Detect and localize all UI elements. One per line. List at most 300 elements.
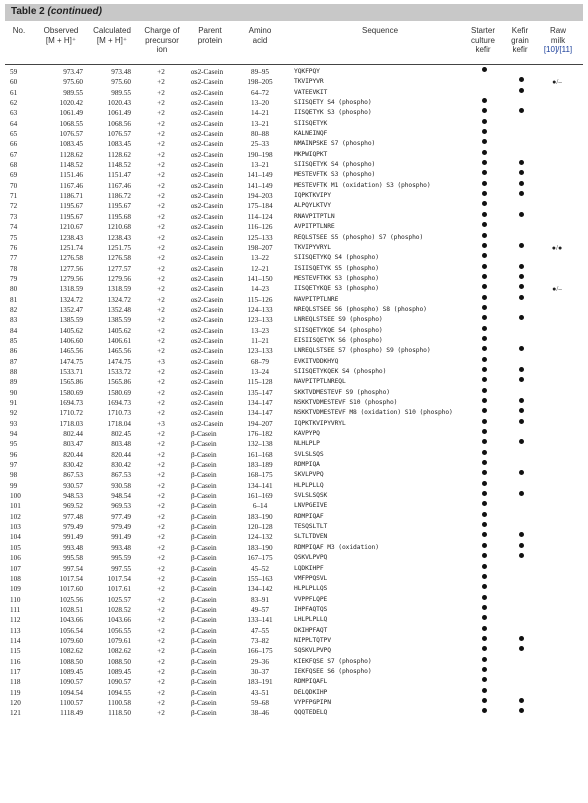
row-number: 86 [10,347,18,356]
precursor-charge: +2 [157,367,165,376]
calculated-mass: 973.48 [111,68,131,76]
kefir-grain-dot [519,708,524,713]
header-line: Observed [43,26,79,35]
peptide-sequence: RDMPIQAF M3 (oxidation) [294,543,379,551]
precursor-charge: +2 [157,223,165,232]
starter-culture-dot [482,170,487,175]
row-number: 60 [10,78,18,87]
amino-acid-range: 47–55 [251,626,269,635]
row-number: 87 [10,357,18,366]
parent-protein: αs2-Casein [191,78,224,87]
amino-acid-range: 175–184 [247,202,273,211]
starter-culture-dot [482,574,487,579]
parent-protein: αs2-Casein [191,212,224,221]
parent-protein: αs2-Casein [191,274,224,283]
parent-protein: β-Casein [191,450,217,459]
kefir-grain-dot [519,419,524,424]
row-number: 99 [10,481,18,490]
calculated-mass: 1277.57 [107,264,131,273]
kefir-grain-dot [519,243,524,248]
parent-protein: αs2-Casein [191,264,224,273]
observed-mass: 1094.54 [59,688,83,697]
raw-milk-status: ●/– [552,78,562,87]
starter-culture-dot [482,501,487,506]
starter-culture-dot [482,688,487,693]
observed-mass: 1088.50 [59,657,83,666]
parent-protein: β-Casein [191,709,217,718]
table-row [5,295,583,305]
row-number: 82 [10,305,18,314]
table-header [5,24,583,65]
precursor-charge: +2 [157,181,165,190]
observed-mass: 1710.72 [59,409,83,418]
parent-protein: αs2-Casein [191,181,224,190]
calculated-mass: 820.44 [111,450,131,459]
peptide-sequence: SIISQETYK [294,119,328,127]
peptide-sequence: SKVLPVPQ [294,471,324,479]
precursor-charge: +2 [157,636,165,645]
row-number: 70 [10,181,18,190]
amino-acid-range: 125–133 [247,233,273,242]
amino-acid-range: 29–36 [251,657,269,666]
calculated-mass: 1352.48 [107,305,131,314]
starter-culture-dot [482,201,487,206]
peptide-sequence: NSKKTVDMESTEVF M8 (oxidation) S10 (phospho) [294,409,453,417]
table-row [5,274,583,284]
calculated-mass: 1406.61 [107,336,131,345]
row-number: 75 [10,233,18,242]
amino-acid-range: 116–126 [247,223,273,232]
observed-mass: 1533.71 [59,367,83,376]
calculated-mass: 1718.04 [107,419,131,428]
observed-mass: 1405.62 [59,326,83,335]
parent-protein: αs2-Casein [191,305,224,314]
precursor-charge: +2 [157,233,165,242]
peptide-sequence: EVKITVDDKHYQ [294,357,339,365]
observed-mass: 1089.45 [59,667,83,676]
starter-culture-dot [482,119,487,124]
calculated-mass: 1405.62 [107,326,131,335]
calculated-mass: 1580.69 [107,388,131,397]
amino-acid-range: 194–203 [247,192,273,201]
row-number: 95 [10,440,18,449]
parent-protein: αs2-Casein [191,295,224,304]
precursor-charge: +2 [157,378,165,387]
header-line: Calculated [93,26,131,35]
peptide-sequence: TKVIPYVRYL [294,243,331,251]
header-parent-protein [189,26,231,45]
row-number: 81 [10,295,18,304]
amino-acid-range: 123–133 [247,316,273,325]
observed-mass: 969.52 [63,502,83,511]
row-number: 110 [10,595,21,604]
header-line: culture [470,35,495,45]
raw-milk-status: ●/● [551,243,563,252]
amino-acid-range: 59–68 [251,698,269,707]
precursor-charge: +2 [157,698,165,707]
parent-protein: αs2-Casein [191,202,224,211]
calculated-mass: 1056.55 [107,626,131,635]
row-number: 116 [10,657,21,666]
calculated-mass: 1082.62 [107,647,131,656]
parent-protein: β-Casein [191,481,217,490]
starter-culture-dot [482,698,487,703]
table-row [5,657,583,667]
header-kefir-grain [503,26,537,55]
starter-culture-dot [482,398,487,403]
observed-mass: 867.53 [63,471,83,480]
row-number: 77 [10,254,18,263]
calculated-mass: 1017.61 [107,585,131,594]
starter-culture-dot [482,522,487,527]
peptide-sequence: VYPFPGPIPN [294,698,331,706]
observed-mass: 802.44 [63,430,83,439]
peptide-sequence: SIISQETYK S4 (phospho) [294,161,376,169]
table-row [5,595,583,605]
parent-protein: αs2-Casein [191,347,224,356]
row-number: 101 [10,502,21,511]
observed-mass: 1352.47 [59,305,83,314]
parent-protein: β-Casein [191,492,217,501]
starter-culture-dot [482,181,487,186]
peptide-sequence: IQPKTKVIPY [294,192,331,200]
calculated-mass: 995.59 [111,554,131,563]
amino-acid-range: 161–169 [247,492,273,501]
peptide-sequence: AVPITPTLNRE [294,223,335,231]
amino-acid-range: 13–22 [251,254,269,263]
precursor-charge: +2 [157,647,165,656]
calculated-mass: 1710.73 [107,409,131,418]
parent-protein: β-Casein [191,564,217,573]
calculated-mass: 1533.72 [107,367,131,376]
row-number: 61 [10,88,18,97]
starter-culture-dot [482,315,487,320]
calculated-mass: 1318.59 [107,285,131,294]
starter-culture-dot [482,233,487,238]
observed-mass: 1100.57 [59,698,83,707]
row-number: 80 [10,285,18,294]
kefir-grain-dot [519,191,524,196]
precursor-charge: +2 [157,336,165,345]
starter-culture-dot [482,657,487,662]
starter-culture-dot [482,595,487,600]
row-number: 118 [10,678,21,687]
starter-culture-dot [482,615,487,620]
precursor-charge: +2 [157,481,165,490]
kefir-grain-dot [519,646,524,651]
header-amino-acid [239,26,281,45]
kefir-grain-dot [519,346,524,351]
row-number: 71 [10,192,18,201]
amino-acid-range: 134–141 [247,481,273,490]
amino-acid-range: 64–72 [251,88,269,97]
row-number: 73 [10,212,18,221]
precursor-charge: +2 [157,574,165,583]
parent-protein: αs2-Casein [191,419,224,428]
observed-mass: 1279.56 [59,274,83,283]
precursor-charge: +2 [157,119,165,128]
precursor-charge: +2 [157,554,165,563]
kefir-grain-dot [519,295,524,300]
calculated-mass: 1279.56 [107,274,131,283]
calculated-mass: 1238.43 [107,233,131,242]
amino-acid-range: 30–37 [251,667,269,676]
parent-protein: αs2-Casein [191,140,224,149]
calculated-mass: 1128.62 [107,150,131,159]
starter-culture-dot [482,667,487,672]
starter-culture-dot [482,212,487,217]
starter-culture-dot [482,295,487,300]
peptide-sequence: MESTEVFTK S3 (phospho) [294,171,376,179]
amino-acid-range: 73–82 [251,636,269,645]
table-row [5,543,583,553]
table-row [5,388,583,398]
header-line: precursor [145,35,179,45]
amino-acid-range: 25–33 [251,140,269,149]
kefir-grain-dot [519,470,524,475]
peptide-sequence: RNAVPITPTLN [294,212,335,220]
table-row [5,646,583,656]
table-row [5,460,583,470]
amino-acid-range: 124–133 [247,305,273,314]
starter-culture-dot [482,605,487,610]
amino-acid-range: 161–168 [247,450,273,459]
parent-protein: β-Casein [191,667,217,676]
kefir-grain-dot [519,636,524,641]
row-number: 106 [10,554,21,563]
header-line: Charge of [144,26,180,35]
peptide-sequence: NAVPITPTLNRE [294,295,339,303]
precursor-charge: +2 [157,492,165,501]
raw-milk-status: ●/– [552,285,562,294]
parent-protein: β-Casein [191,574,217,583]
peptide-sequence: KIEKFQSE S7 (phospho) [294,657,372,665]
starter-culture-dot [482,584,487,589]
observed-mass: 1090.57 [59,678,83,687]
amino-acid-range: 183–190 [247,543,273,552]
table-row [5,191,583,201]
parent-protein: β-Casein [191,657,217,666]
starter-culture-dot [482,543,487,548]
table-row [5,201,583,211]
kefir-grain-dot [519,181,524,186]
table-row [5,470,583,480]
observed-mass: 997.54 [63,564,83,573]
parent-protein: β-Casein [191,502,217,511]
parent-protein: αs2-Casein [191,285,224,294]
row-number: 76 [10,243,18,252]
peptide-sequence: HLPLPLLQ [294,481,324,489]
calculated-mass: 1083.45 [107,140,131,149]
observed-mass: 1694.73 [59,399,83,407]
starter-culture-dot [482,512,487,517]
header-line: acid [252,35,268,45]
starter-culture-dot [482,326,487,331]
precursor-charge: +2 [157,295,165,304]
peptide-sequence: TESQSLTLT [294,523,328,531]
row-number: 100 [10,492,21,501]
observed-mass: 993.48 [63,543,83,552]
calculated-mass: 993.48 [111,543,131,552]
calculated-mass: 948.54 [111,492,131,501]
row-number: 91 [10,399,18,407]
parent-protein: αs2-Casein [191,161,224,170]
header-line: milk [550,35,566,45]
calculated-mass: 803.48 [111,440,131,449]
starter-culture-dot [482,108,487,113]
kefir-grain-dot [519,439,524,444]
table-row [5,222,583,232]
row-number: 117 [10,667,21,676]
peptide-sequence: LNVPGEIVE [294,502,328,510]
starter-culture-dot [482,450,487,455]
calculated-mass: 997.55 [111,564,131,573]
table-row [5,67,583,77]
row-number: 69 [10,171,18,180]
precursor-charge: +2 [157,440,165,449]
table-row [5,584,583,594]
observed-mass: 1318.59 [59,285,83,294]
amino-acid-range: 141–149 [247,181,273,190]
header-line: Amino [248,26,272,35]
observed-mass: 930.57 [63,481,83,490]
kefir-grain-dot [519,398,524,403]
precursor-charge: +2 [157,430,165,439]
header-line: [M + H]⁺ [96,35,128,45]
parent-protein: β-Casein [191,616,217,625]
kefir-grain-dot [519,532,524,537]
precursor-charge: +2 [157,471,165,480]
kefir-grain-dot [519,284,524,289]
precursor-charge: +2 [157,88,165,97]
parent-protein: αs2-Casein [191,409,224,418]
kefir-grain-dot [519,377,524,382]
amino-acid-range: 141–149 [247,171,273,180]
amino-acid-range: 14–21 [251,109,269,118]
parent-protein: β-Casein [191,626,217,635]
peptide-sequence: QSKVLPVPQ [294,554,328,562]
observed-mass: 1128.62 [59,150,83,159]
precursor-charge: +2 [157,171,165,180]
starter-culture-dot [482,274,487,279]
kefir-grain-dot [519,170,524,175]
observed-mass: 977.48 [63,512,83,521]
table-row [5,450,583,460]
table-row [5,636,583,646]
table-title-bar [5,4,583,21]
row-number: 103 [10,523,21,532]
header-starter-culture [463,26,503,55]
starter-culture-dot [482,346,487,351]
header-raw-milk [537,26,579,55]
amino-acid-range: 134–147 [247,399,273,407]
amino-acid-range: 124–132 [247,533,273,542]
peptide-sequence: VATEEVKIT [294,88,328,96]
peptide-sequence: EISIISQETYK S6 (phospho) [294,336,383,344]
starter-culture-dot [482,408,487,413]
row-number: 112 [10,616,21,625]
amino-acid-range: 194–207 [247,419,273,428]
parent-protein: β-Casein [191,461,217,470]
header-raw-milk-label [537,26,579,45]
header-line: kefir [512,45,528,54]
precursor-charge: +2 [157,388,165,397]
calculated-mass: 1020.43 [107,99,131,108]
precursor-charge: +2 [157,657,165,666]
precursor-charge: +2 [157,347,165,356]
precursor-charge: +2 [157,316,165,325]
observed-mass: 975.60 [63,78,83,87]
observed-mass: 1718.03 [59,419,83,428]
peptide-sequence: IHPFAQTQS [294,605,328,613]
parent-protein: β-Casein [191,533,217,542]
header-line: Starter [470,26,495,35]
observed-mass: 948.53 [63,492,83,501]
observed-mass: 1025.56 [59,595,83,604]
starter-culture-dot [482,470,487,475]
kefir-grain-dot [519,543,524,548]
peptide-sequence: REQLSTSEE S5 (phospho) S7 (phospho) [294,233,424,241]
precursor-charge: +2 [157,68,165,76]
row-number: 85 [10,336,18,345]
calculated-mass: 977.49 [111,512,131,521]
starter-culture-dot [482,191,487,196]
kefir-grain-dot [519,160,524,165]
observed-mass: 1068.55 [59,119,83,128]
amino-acid-range: 49–57 [251,605,269,614]
precursor-charge: +2 [157,523,165,532]
calculated-mass: 1076.57 [107,130,131,139]
parent-protein: αs2-Casein [191,109,224,118]
parent-protein: αs2-Casein [191,378,224,387]
row-number: 83 [10,316,18,325]
amino-acid-range: 38–46 [251,709,269,718]
header-line: [M + H]⁺ [45,35,77,45]
kefir-grain-dot [519,108,524,113]
row-number: 119 [10,688,21,697]
observed-mass: 803.47 [63,440,83,449]
precursor-charge: +2 [157,140,165,149]
amino-acid-range: 13–20 [251,99,269,108]
raw-milk-refs-link[interactable]: [10]/[11] [543,45,573,54]
parent-protein: β-Casein [191,554,217,563]
header-calculated [87,26,137,45]
calculated-mass: 1025.57 [107,595,131,604]
starter-culture-dot [482,129,487,134]
observed-mass: 1043.66 [59,616,83,625]
precursor-charge: +2 [157,305,165,314]
table-row [5,305,583,315]
parent-protein: αs2-Casein [191,326,224,335]
starter-culture-dot [482,677,487,682]
peptide-sequence: NSKKTVDMESTEVF S10 (phospho) [294,399,398,406]
starter-culture-dot [482,708,487,713]
parent-protein: β-Casein [191,585,217,594]
peptide-sequence: SIISQETYKQEK S4 (phospho) [294,367,387,375]
parent-protein: β-Casein [191,595,217,604]
row-number: 89 [10,378,18,387]
starter-culture-dot [482,150,487,155]
amino-acid-range: 45–52 [251,564,269,573]
precursor-charge: +2 [157,78,165,87]
calculated-mass: 867.53 [111,471,131,480]
peptide-sequence: QQQTEDELQ [294,709,328,717]
observed-mass: 973.47 [63,68,83,76]
table-row [5,564,583,574]
row-number: 64 [10,119,18,128]
peptide-sequence: VMFPPQSVL [294,574,328,582]
amino-acid-range: 115–128 [247,378,273,387]
